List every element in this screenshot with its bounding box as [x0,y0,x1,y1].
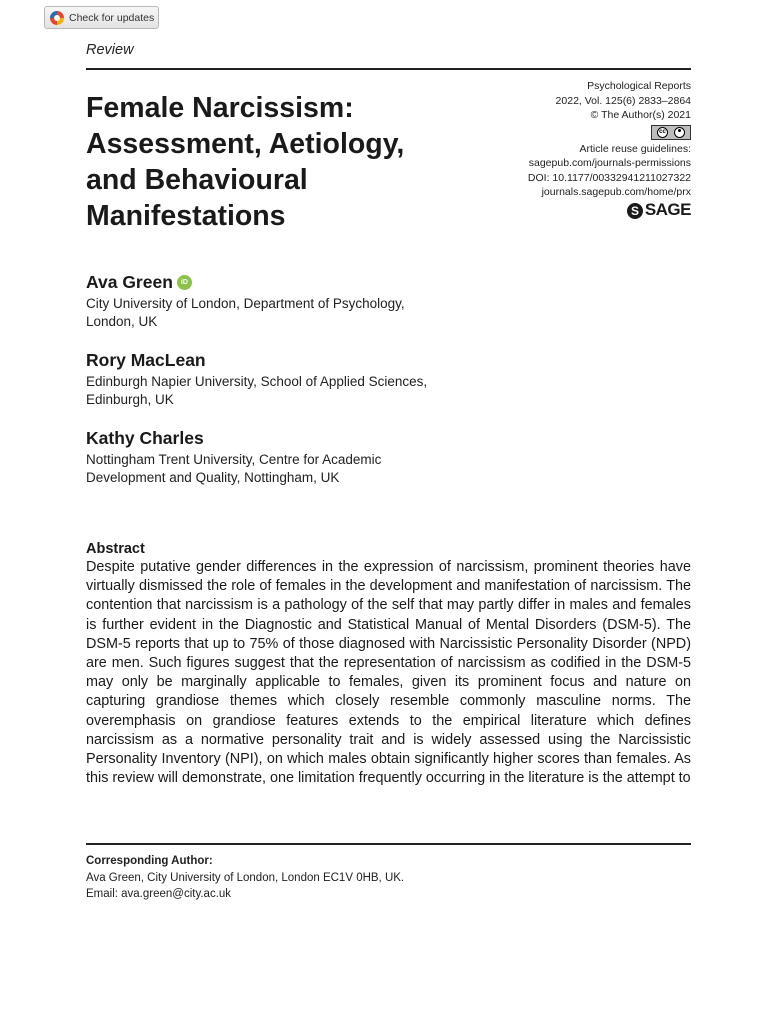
corresponding-author-heading: Corresponding Author: [86,855,213,867]
footnote-divider [86,843,691,845]
permissions-link[interactable]: sagepub.com/journals-permissions [528,157,691,169]
affiliation-line: London, UK [86,314,158,329]
check-for-updates-button[interactable] [44,6,159,29]
attribution-icon [674,127,685,138]
title-line: Assessment, Aetiology, [86,128,405,160]
title-line: Female Narcissism: [86,92,354,124]
article-title [86,90,486,234]
doi-link[interactable]: DOI: 10.1177/00332941211027322 [527,171,691,184]
abstract-section [86,541,691,788]
cc-icon: cc [657,127,668,138]
author-name: Kathy Charles [86,428,204,448]
title-line: and Behavioural [86,164,308,196]
journal-metadata [451,79,691,219]
article-type-label: Review [86,42,134,58]
author-affiliation [86,451,506,487]
author-block [86,272,506,331]
cc-by-license-badge[interactable] [651,125,691,140]
orcid-icon[interactable]: iD [177,275,192,290]
reuse-guidelines-label: Article reuse guidelines: [579,142,691,155]
author-name: Rory MacLean [86,350,206,370]
affiliation-line: Edinburgh, UK [86,392,174,407]
author-name-row [86,350,506,371]
affiliation-line: City University of London, Department of Psychology, [86,296,405,311]
author-block [86,350,506,409]
sage-mark-icon: S [627,203,643,219]
title-line: Manifestations [86,200,286,232]
publisher-name: SAGE [644,200,691,220]
author-affiliation [86,373,506,409]
check-for-updates-label: Check for updates [69,11,155,24]
corresponding-author-address: Ava Green, City University of London, London EC1V 0HB, UK. [86,871,405,884]
sage-logo [627,200,691,220]
author-affiliation [86,295,506,331]
affiliation-line: Edinburgh Napier University, School of Applied Sciences, [86,374,428,389]
author-block [86,428,506,487]
affiliation-line: Nottingham Trent University, Centre for Academic [86,452,382,467]
journal-name: Psychological Reports [587,80,691,92]
crossmark-icon [50,11,64,25]
abstract-text: Despite putative gender differences in the expression of narcissism, prominent theories have virtually dismissed the role of females in the development and manifestation of narcissism. The contention that narcissism is a pathology of the self that may partly differ in males and females is further evident in the Diagnostic and Statistical Manual of Mental Disorders (DSM-5). The DSM-5 reports that up to 75% of those diagnosed with Narcissistic Personality Disorder (NPD) are men. Such figures suggest that the representation of narcissism as codified in the DSM-5 may only be marginally applicable to females, given its prominent focus and nature on capturing grandiose themes which closely resemble commonly masculine norms. The overemphasis on grandiose features extends to the empirical literature which defines narcissism as a normative personality trait and is widely assessed using the Narcissistic Personality Inventory (NPI), on which males obtain significantly higher scores than females. As this review will demonstrate, one limitation frequently occurring in the literature is the attempt to [86,559,691,787]
copyright-line: © The Author(s) 2021 [590,109,691,121]
author-name-row [86,272,506,293]
author-name: Ava Green [86,272,173,292]
volume-line: 2022, Vol. 125(6) 2833–2864 [555,94,691,107]
author-name-row [86,428,506,449]
affiliation-line: Development and Quality, Nottingham, UK [86,470,340,485]
journal-home-link[interactable]: journals.sagepub.com/home/prx [541,186,691,198]
corresponding-author-note [86,853,691,903]
corresponding-author-email[interactable]: Email: ava.green@city.ac.uk [86,888,232,900]
top-divider [86,68,691,70]
abstract-heading: Abstract [86,541,145,557]
